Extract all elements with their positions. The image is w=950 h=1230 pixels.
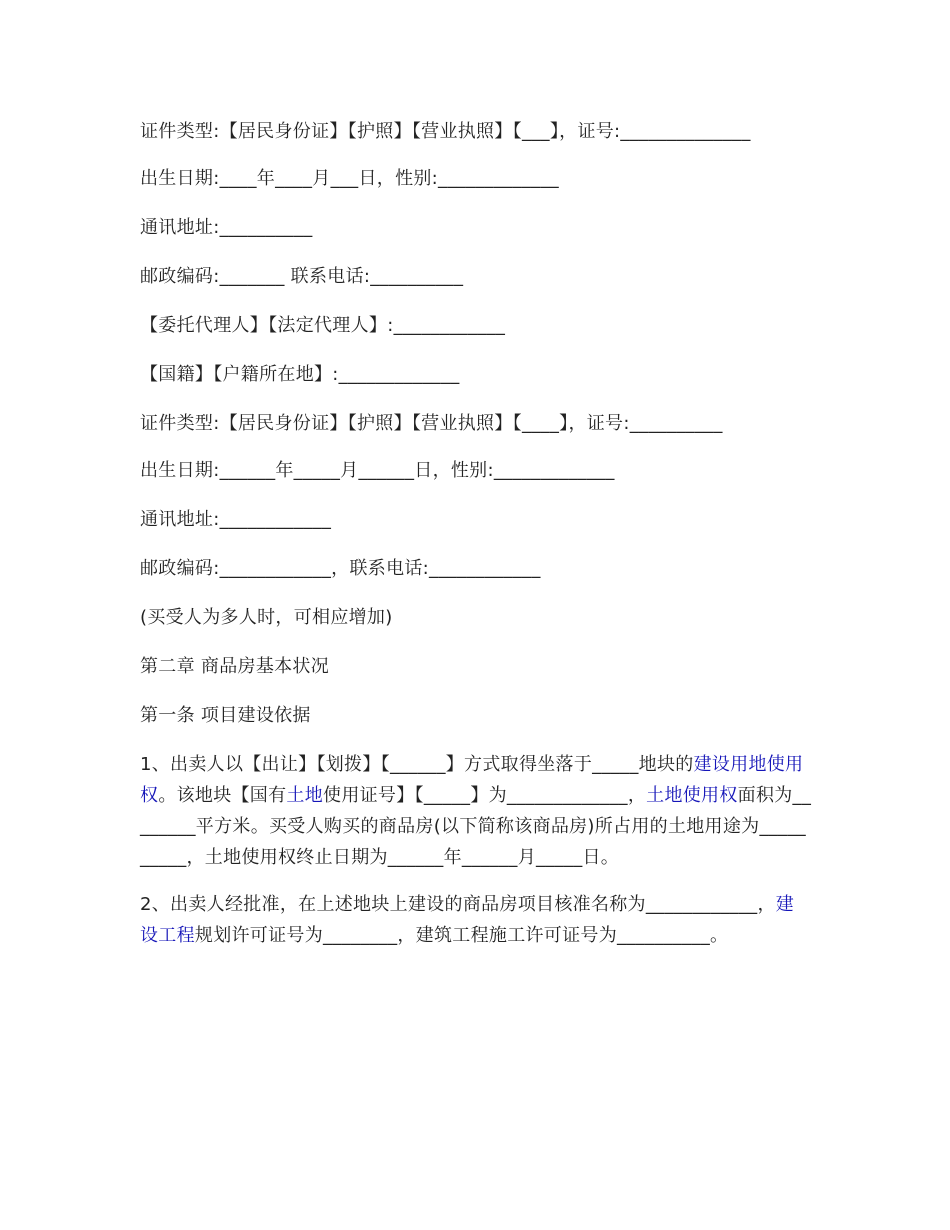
- clause-1-text-d: 面积为________平方米。买受人购买的商品房(以下简称该商品房)所占用的土地用途为__________，土地使用权终止日期为______年______月_____日。: [140, 785, 812, 868]
- link-construction-project[interactable]: 建设工程: [140, 894, 795, 946]
- multiple-buyers-note: (买受人为多人时，可相应增加): [140, 607, 393, 628]
- clause-1-paragraph: [140, 749, 812, 873]
- buyer1-postcode-phone-line: 邮政编码:_______ 联系电话:__________: [140, 266, 464, 287]
- clause-2-text-b: 规划许可证号为________，建筑工程施工许可证号为__________。: [194, 925, 729, 946]
- clause-1-text-c: 使用证号】【_____】为_____________，: [323, 785, 647, 806]
- chapter-two-heading: 第二章 商品房基本状况: [140, 656, 330, 677]
- agent-nationality-line: 【国籍】【户籍所在地】:_____________: [140, 364, 460, 385]
- clause-2-paragraph: [140, 889, 812, 951]
- article-one-heading: 第一条 项目建设依据: [140, 705, 311, 726]
- link-land[interactable]: 土地: [286, 785, 324, 806]
- agent-id-type-line: 证件类型:【居民身份证】【护照】【营业执照】【____】，证号:__________: [140, 413, 723, 434]
- link-land-use-right[interactable]: 土地使用权: [646, 785, 738, 806]
- clause-1-text-a: 1、出卖人以【出让】【划拨】【______】方式取得坐落于_____地块的: [140, 754, 694, 775]
- agent-birth-gender-line: 出生日期:______年_____月______日，性别:_____________: [140, 460, 615, 481]
- agent-address-line: 通讯地址:____________: [140, 509, 332, 530]
- buyer1-id-type-line: 证件类型:【居民身份证】【护照】【营业执照】【___】，证号:______________: [140, 121, 751, 142]
- link-construction-land-use-right[interactable]: 建设用地使用权: [140, 754, 804, 806]
- clause-1-text-b: 。该地块【国有: [158, 785, 287, 806]
- buyer1-address-line: 通讯地址:__________: [140, 217, 313, 238]
- document-body: [140, 116, 812, 967]
- agent-postcode-phone-line: 邮政编码:____________，联系电话:____________: [140, 558, 541, 579]
- agent-line: 【委托代理人】【法定代理人】:____________: [140, 315, 506, 336]
- clause-2-text-a: 2、出卖人经批准，在上述地块上建设的商品房项目核准名称为____________，: [140, 894, 776, 915]
- buyer1-birth-gender-line: 出生日期:____年____月___日，性别:_____________: [140, 168, 559, 189]
